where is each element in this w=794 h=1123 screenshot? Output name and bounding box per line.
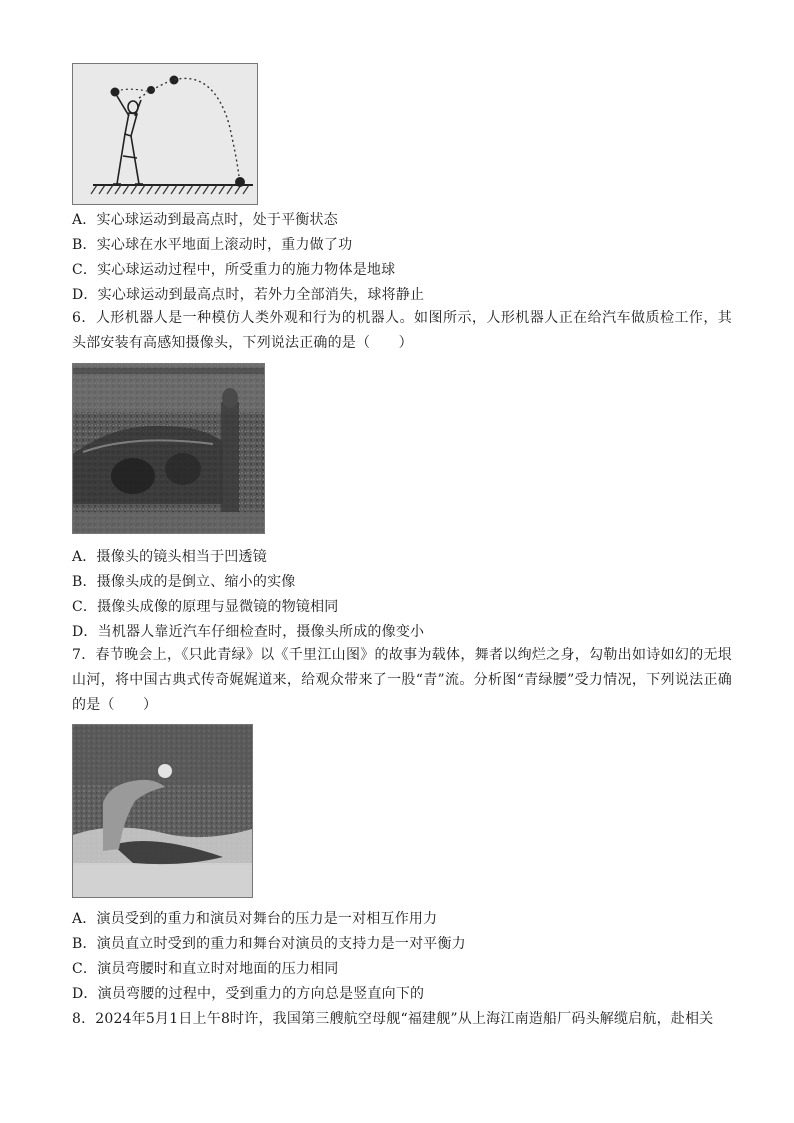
shot-put-figure [72, 63, 258, 205]
q5-option-c[interactable]: C．实心球运动过程中，所受重力的施力物体是地球 [72, 262, 396, 278]
q7-stem: 7．春节晚会上，《只此青绿》以《千里江山图》的故事为载体，舞者以绚烂之身，勾勒出如诗如幻的无垠山河，将中国古典式传奇娓娓道来，给观众带来了一股“青”流。分析图“青绿腰”受力情况，下列说法正确的是（ ） [72, 647, 732, 713]
q7-option-a[interactable]: A．演员受到的重力和演员对舞台的压力是一对相互作用力 [72, 911, 438, 927]
q5-option-a[interactable]: A．实心球运动到最高点时，处于平衡状态 [72, 212, 338, 228]
q6-option-c[interactable]: C．摄像头成像的原理与显微镜的物镜相同 [72, 599, 339, 615]
dancer-figure [72, 724, 253, 898]
q8-stem: 8．2024年5月1日上午8时许，我国第三艘航空母舰“福建舰”从上海江南造船厂码头解缆启航，赴相关 [72, 1011, 714, 1027]
q7-option-d[interactable]: D．演员弯腰的过程中，受到重力的方向总是竖直向下的 [72, 986, 425, 1002]
q6-stem: 6．人形机器人是一种模仿人类外观和行为的机器人。如图所示，人形机器人正在给汽车做质检工作，其头部安装有高感知摄像头，下列说法正确的是（ ） [72, 310, 732, 351]
q5-option-d[interactable]: D．实心球运动到最高点时，若外力全部消失，球将静止 [72, 287, 425, 303]
q6-option-b[interactable]: B．摄像头成的是倒立、缩小的实像 [72, 574, 296, 590]
robot-car-figure [72, 363, 265, 534]
q7-option-c[interactable]: C．演员弯腰时和直立时对地面的压力相同 [72, 961, 339, 977]
q7-option-b[interactable]: B．演员直立时受到的重力和舞台对演员的支持力是一对平衡力 [72, 936, 466, 952]
q5-option-b[interactable]: B．实心球在水平地面上滚动时，重力做了功 [72, 237, 353, 253]
q6-option-a[interactable]: A．摄像头的镜头相当于凹透镜 [72, 549, 267, 565]
q6-option-d[interactable]: D．当机器人靠近汽车仔细检查时，摄像头所成的像变小 [72, 624, 425, 640]
